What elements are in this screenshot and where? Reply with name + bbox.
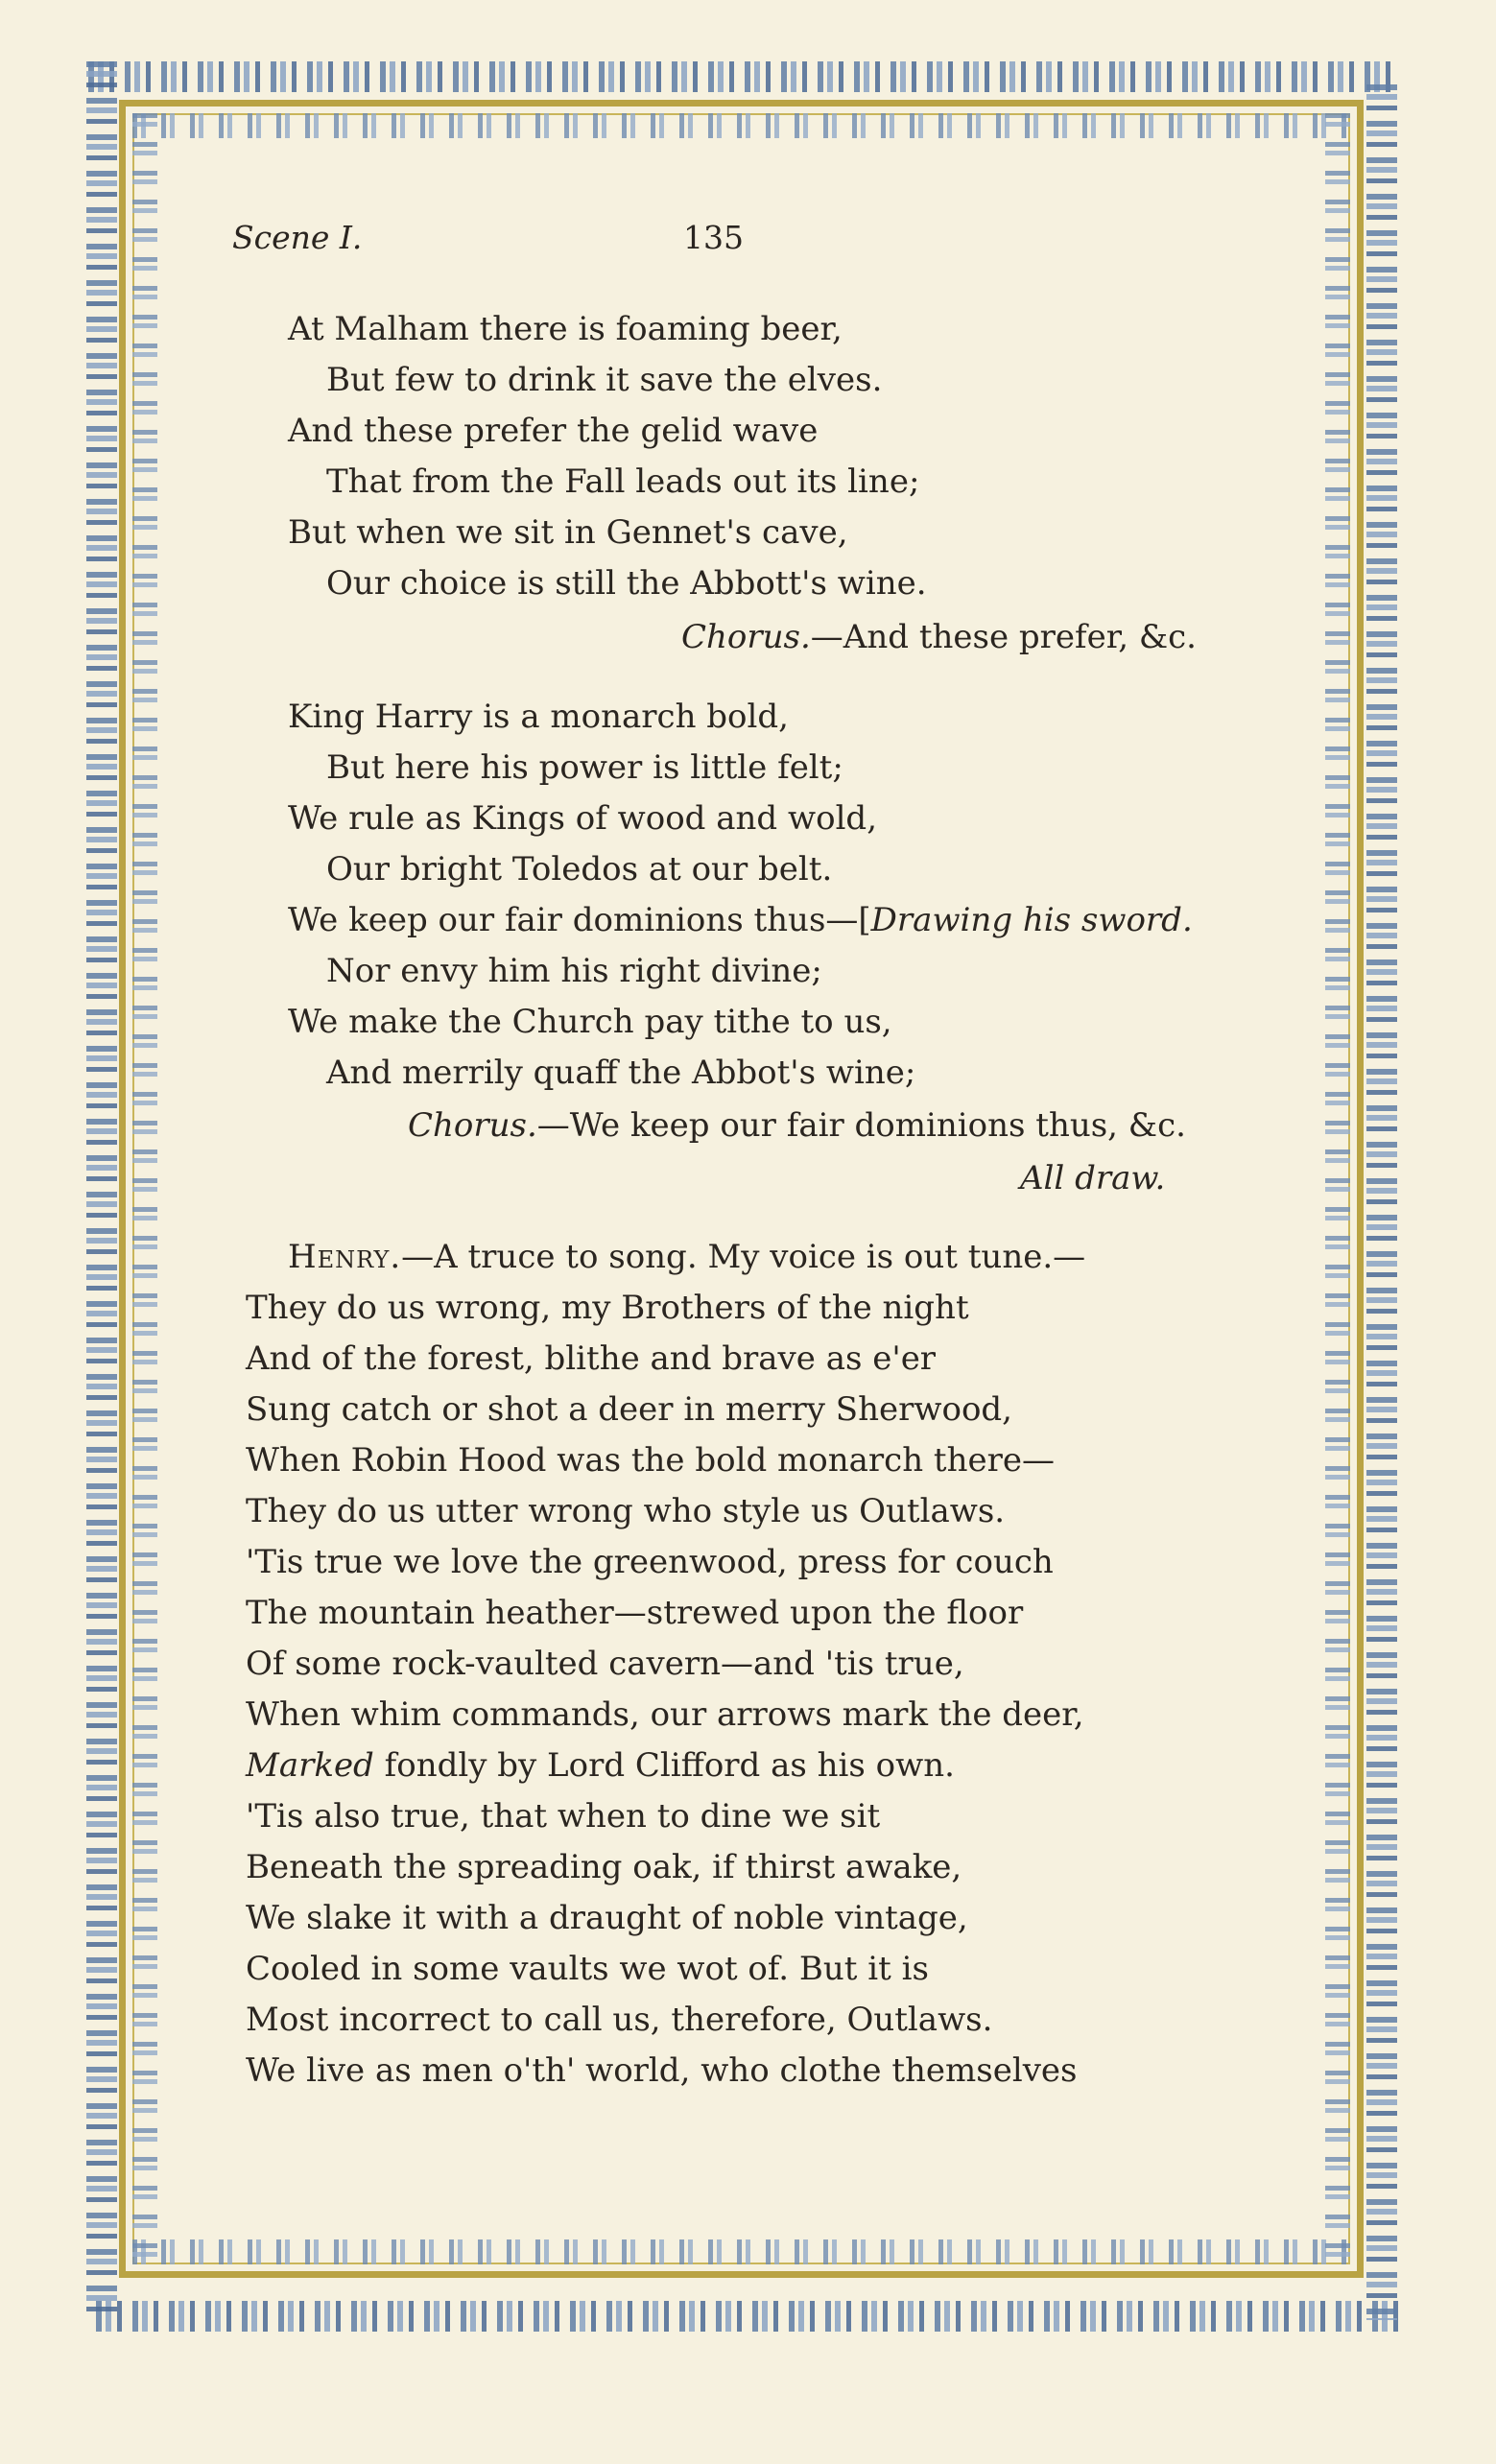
verse-line [288,901,1193,939]
chorus-text: —And these prefer, &c. [810,618,1197,656]
verse-line: But when we sit in Gennet's cave, [288,513,848,552]
verse-line: Nor envy him his right divine; [326,952,822,990]
speech-line: When Robin Hood was the bold monarch there— [246,1441,1055,1480]
speech-line: We live as men o'th' world, who clothe themselves [246,2051,1078,2090]
chorus-label: Chorus. [681,618,811,656]
chorus-label: Chorus. [408,1106,537,1145]
speech-line: Cooled in some vaults we wot of. But it is [246,1950,929,1988]
verse-text: We keep our fair dominions thus—[ [288,901,871,939]
stage-direction: Drawing his sword. [870,901,1193,939]
verse-line: King Harry is a monarch bold, [288,698,789,736]
verse-line: Our bright Toledos at our belt. [326,850,833,888]
verse-line: We rule as Kings of wood and wold, [288,799,878,838]
scene-label: Scene I. [232,219,363,256]
speech-line: We slake it with a draught of noble vintage, [246,1899,968,1937]
speech-text: —A truce to song. My voice is out tune.— [401,1238,1086,1276]
speech-line: They do us utter wrong who style us Outlaws. [246,1492,1006,1530]
verse-line: Our choice is still the Abbott's wine. [326,564,927,603]
speech-line: Most incorrect to call us, therefore, Outlaws. [246,2001,993,2039]
speech-line [246,1746,955,1785]
speech-line: And of the forest, blithe and brave as e'er [246,1339,937,1378]
speech-line: 'Tis true we love the greenwood, press for couch [246,1543,1054,1581]
verse-line: But here his power is little felt; [326,748,843,787]
page-number: 135 [683,219,744,256]
speech-line: Of some rock-vaulted cavern—and 'tis true, [246,1645,964,1683]
chorus-text: —We keep our fair dominions thus, &c. [536,1106,1186,1145]
verse-line: But few to drink it save the elves. [326,361,883,399]
chorus-line [681,618,1197,656]
chorus-line [408,1106,1186,1145]
verse-line: And merrily quaff the Abbot's wine; [326,1054,916,1092]
speech-line: 'Tis also true, that when to dine we sit [246,1797,881,1836]
speech-line: When whim commands, our arrows mark the deer, [246,1695,1084,1734]
speaker-name: Henry. [288,1238,402,1276]
verse-line: And these prefer the gelid wave [288,412,819,450]
verse-line: That from the Fall leads out its line; [326,462,920,501]
speech-first-line [288,1238,1085,1276]
speech-line: Beneath the spreading oak, if thirst awake, [246,1848,962,1886]
verse-line: We make the Church pay tithe to us, [288,1003,892,1041]
speech-text: fondly by Lord Clifford as his own. [373,1746,955,1785]
stage-direction: All draw. [1020,1159,1166,1197]
verse-line: At Malham there is foaming beer, [288,310,843,348]
speech-line: Sung catch or shot a deer in merry Sherwood, [246,1390,1012,1429]
speech-line: They do us wrong, my Brothers of the night [246,1289,969,1327]
speech-line: The mountain heather—strewed upon the floor [246,1594,1024,1632]
emphasized-word: Marked [246,1746,374,1785]
